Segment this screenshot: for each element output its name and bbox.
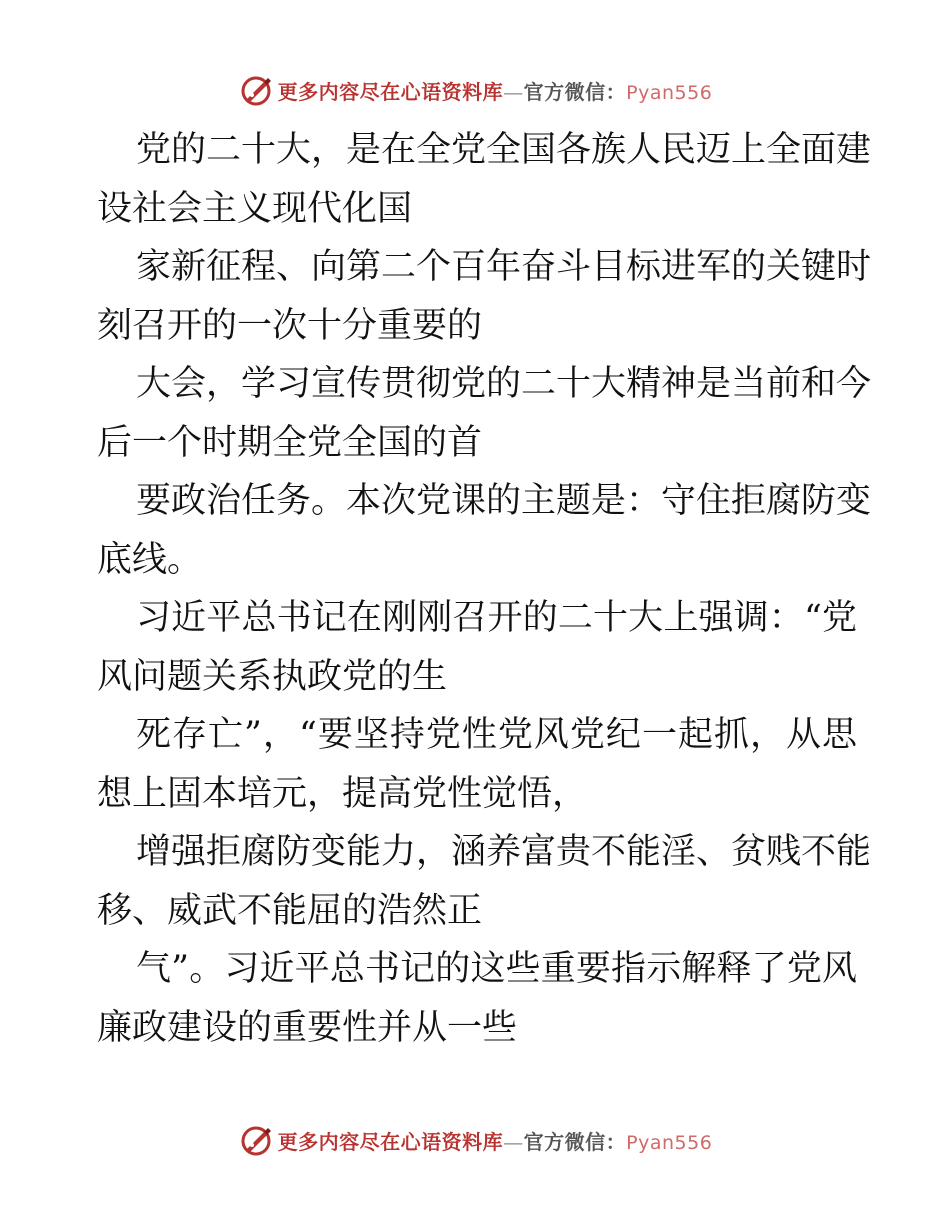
pen-circle-logo-icon	[238, 72, 274, 108]
body-line: 增强拒腐防变能力，涵养富贵不能淫、贫贱不能	[136, 832, 872, 872]
body-line: 后一个时期全党全国的首	[97, 422, 483, 463]
body-line: 廉政建设的重要性并从一些	[97, 1007, 518, 1048]
body-line: 刻召开的一次十分重要的	[97, 305, 483, 346]
body-line: 风问题关系执政党的生	[97, 656, 448, 697]
footer-library-text: 更多内容尽在心语资料库	[277, 1129, 504, 1154]
body-line: 党的二十大，是在全党全国各族人民迈上全面建	[136, 130, 872, 170]
header-dash: —	[503, 79, 524, 104]
footer-wechat-id: Pyan556	[626, 1131, 713, 1154]
footer-banner	[0, 1118, 950, 1162]
footer-text	[278, 1126, 713, 1155]
body-line: 移、威武不能屈的浩然正	[97, 890, 483, 931]
body-line: 气”。习近平总书记的这些重要指示解释了党风	[136, 949, 857, 989]
header-wechat-label: 官方微信：	[523, 79, 627, 104]
pen-circle-logo-icon	[238, 1122, 274, 1158]
footer-wechat-label: 官方微信：	[523, 1129, 627, 1154]
document-body	[97, 121, 872, 1057]
body-line: 家新征程、向第二个百年奋斗目标进军的关键时	[136, 247, 872, 287]
body-line: 设社会主义现代化国	[97, 188, 413, 229]
header-wechat-id: Pyan556	[626, 81, 713, 104]
body-line: 想上固本培元，提高党性觉悟，	[97, 773, 588, 814]
header-library-text: 更多内容尽在心语资料库	[277, 79, 504, 104]
body-line: 底线。	[97, 539, 203, 580]
header-text	[278, 76, 713, 105]
body-line: 死存亡”，“要坚持党性党风党纪一起抓，从思	[136, 715, 857, 755]
body-line: 习近平总书记在刚刚召开的二十大上强调：“党	[136, 598, 857, 638]
footer-dash: —	[503, 1129, 524, 1154]
body-line: 大会，学习宣传贯彻党的二十大精神是当前和今	[136, 364, 872, 404]
body-line: 要政治任务。本次党课的主题是：守住拒腐防变	[136, 481, 872, 521]
header-banner	[0, 68, 950, 112]
